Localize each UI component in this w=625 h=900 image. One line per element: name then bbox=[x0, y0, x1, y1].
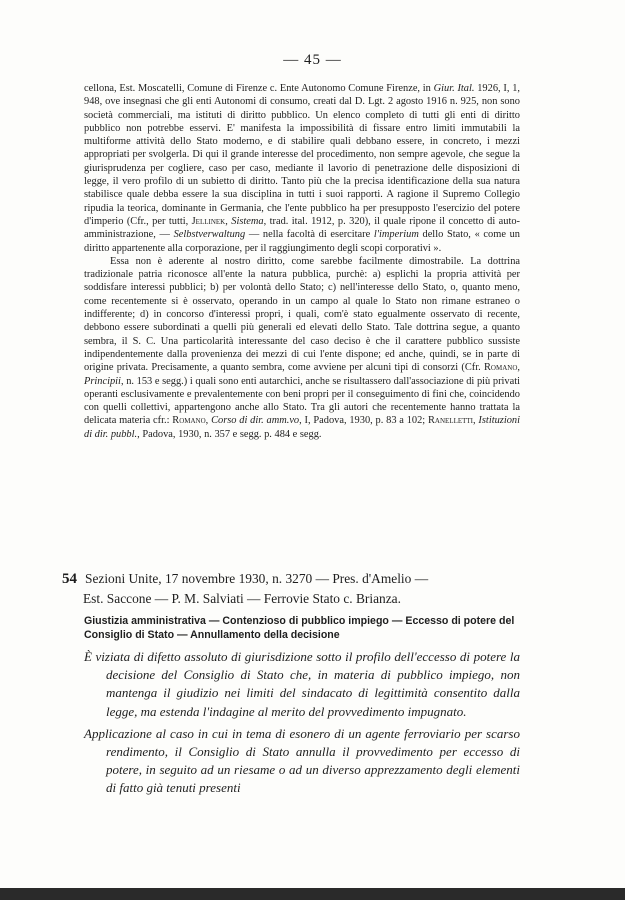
text-run: Jellinek bbox=[191, 215, 226, 227]
case-number: 54 bbox=[62, 571, 77, 587]
headnote: Giustizia amministrativa — Contenzioso di pubblico impiego — Eccesso di potere del Consiglio di Stato — Annullamento della decisione bbox=[84, 615, 515, 641]
body-paragraph-2 bbox=[84, 255, 520, 441]
text-run: , bbox=[473, 415, 479, 427]
text-run: Corso di dir. amm.vo bbox=[211, 415, 300, 427]
text-run: Selbstverwaltung bbox=[173, 229, 246, 241]
text-run: Principii bbox=[84, 375, 121, 387]
text-run: , n. 153 e segg.) i quali sono enti autarchici, anche se risultassero dall'associazione di più privati operanti esclusivamente e prevalentemente con beni propri per il conseguimento di fini che, coincidendo con quelli collettivi, appartengono anche allo Stato. Tra gli autori che recentemente hanno trattata la delicata materia cfr.: bbox=[84, 375, 520, 427]
page-number: — 45 — bbox=[283, 52, 342, 68]
case-court-date: Sezioni Unite, 17 novembre 1930, n. 3270 — Pres. d'Amelio — bbox=[85, 571, 429, 586]
text-run: , Padova, 1930, n. 357 e segg. p. 484 e segg. bbox=[137, 428, 322, 440]
text-run: Ranelletti bbox=[427, 415, 474, 427]
case-line-2: Est. Saccone — P. M. Salviati — Ferrovie Stato c. Brianza. bbox=[83, 591, 401, 606]
scan-edge-bar bbox=[0, 888, 625, 900]
text-run: cellona, Est. Moscatelli, Comune di Firenze c. Ente Autonomo Comune Firenze, in bbox=[84, 83, 434, 94]
text-run: 1926, I, 1, 948, ove insegnasi che gli enti Autonomi di consumo, creati dal D. Lgt. 2 agosto 1916 n. 925, non sono società commerciali, ma istituti di diritto pubblico. Un elenco completo di tutti gli enti di diritto pubblico non potrebbe esservi. E' manifesta la impossibilità di fissare entro limiti immutabili la multiforme attività dello Stato moderno, e di stabilire quali debbano essere, in concreto, i mezzi appropriati per svolgerla. Di qui il grande interesse del procedimento, non sempre agevole, che segue la giurisprudenza per cogliere, caso per caso, mediante il lavorio di penetrazione delle disposizioni di legge, il vero profilo di un subietto di diritto. Tanto più che la precisa identificazione della sua natura stabilisce quale debba essere la sua disciplina in tutti i suoi rapporti. A ragione il Supremo Collegio ripudia la teorica, dominante in Germania, che l'ente pubblico ha per presupposto l'esercizio del potere d'imperio (Cfr., per tutti, bbox=[84, 83, 520, 227]
text-run: , I, Padova, 1930, p. 83 a 102; bbox=[299, 415, 428, 427]
text-run: Sistema bbox=[231, 215, 264, 227]
text-run: , bbox=[225, 215, 232, 227]
body-text bbox=[84, 82, 520, 441]
case-line-1 bbox=[62, 569, 524, 589]
text-run: l'imperium bbox=[373, 229, 419, 241]
text-run: Romano bbox=[172, 415, 206, 427]
maxim-1: È viziata di difetto assoluto di giurisdizione sotto il profilo dell'eccesso di potere la decisione del Consiglio di Stato che, in materia di pubblico impiego, non mantenga il giudizio nei limiti del sindacato di legittimità consentito dalla legge, ma estenda l'indagine al merito del provvedimento impugnato. bbox=[84, 649, 520, 719]
text-run: — nella facoltà di esercitare bbox=[245, 229, 374, 241]
text-run: , bbox=[517, 362, 520, 374]
text-run: Istituzioni di dir. pubbl. bbox=[84, 415, 520, 440]
text-run: dello Stato, « come un diritto appartenente alla corporazione, per il raggiungimento degli scopi corporativi ». bbox=[84, 229, 520, 254]
maxim-2: Applicazione al caso in cui in tema di esonero di un agente ferroviario per scarso rendimento, il Consiglio di Stato annulla il provvedimento per eccesso di potere, in seguito ad un riesame o ad un diverso apprezzamento degli elementi di fatto già tenuti presenti bbox=[84, 725, 520, 796]
case-header bbox=[62, 569, 524, 608]
text-run: Essa non è aderente al nostro diritto, come sarebbe facilmente dimostrabile. La dottrina tradizionale patria riconosce all'ente la natura pubblica, purchè: a) esplichi la propria attività per soddisfare interessi pubblici; b) per volontà dello Stato; c) nell'interesse dello Stato, o, quanto meno, come recentemente si è osservato, operando in un campo al quale lo Stato non rimane estraneo o indifferente; d) in concorso d'interessi propri, i quali, com'è stato egualmente osservato di recente, debbono essere subordinati a quelli più generali ed elevati dello Stato. Tale dottrina segue, a quanto sembra, il S. C. Una particolarità interessante del caso deciso è che il carattere pubblico sussiste indipendentemente dalla provenienza dei mezzi di cui l'ente dispone; ed anche, quindi, se in parte di origine privata. Precisamente, a quanto sembra, come avviene per alcuni tipi di consorzi (Cfr. bbox=[84, 255, 520, 374]
maxims bbox=[84, 648, 520, 798]
text-run: , trad. ital. 1912, p. 320), il quale ripone il concetto di auto-amministrazione, — bbox=[84, 215, 520, 241]
text-run: Romano bbox=[484, 362, 518, 374]
body-paragraph-1 bbox=[84, 82, 520, 255]
text-run: , bbox=[205, 415, 212, 427]
text-run: Giur. Ital. bbox=[433, 83, 475, 94]
